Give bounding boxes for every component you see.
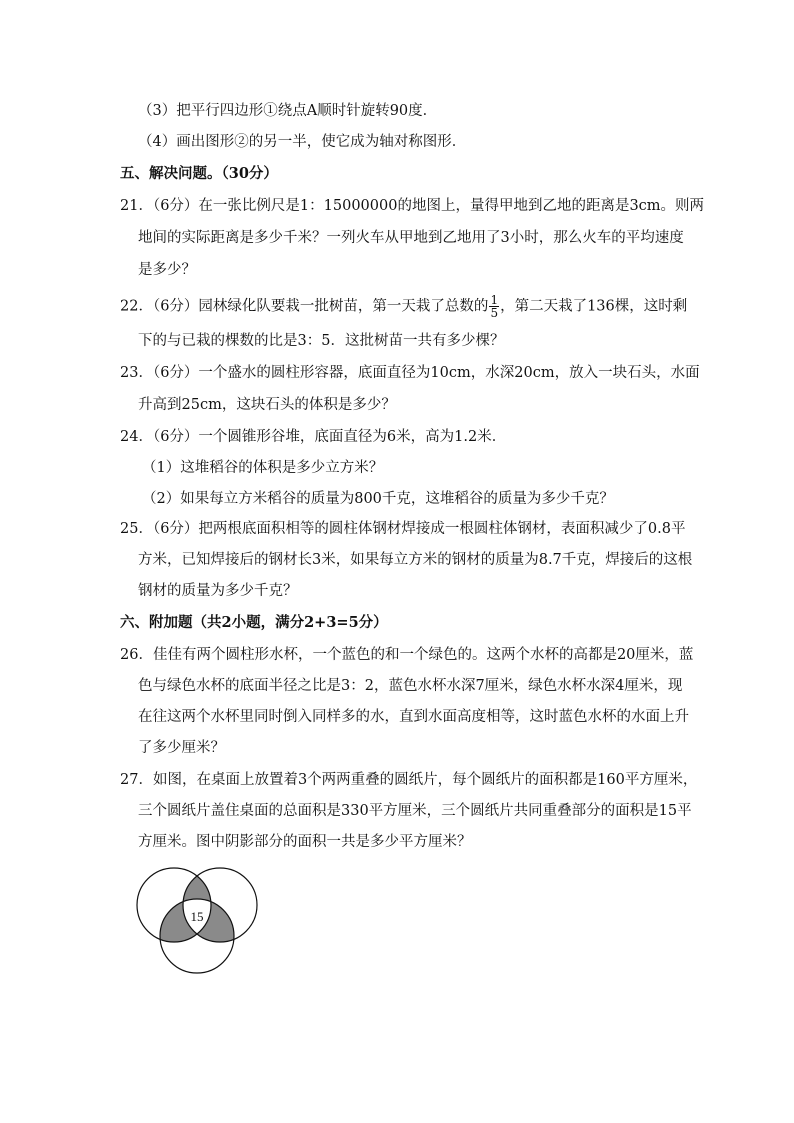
three-circles-figure [134,860,260,978]
q24-line-1: 24．（6分）一个圆锥形谷堆，底面直径为6米，高为1.2米． [120,429,507,445]
q25-line-3: 钢材的质量为多少千克？ [138,583,298,599]
q22-text-after-fraction: ，第二天栽了136棵，这时剩 [500,298,688,315]
center-label: 15 [190,909,204,924]
q21-line-2: 地间的实际距离是多少千米？一列火车从甲地到乙地用了3小时，那么火车的平均速度 [138,230,684,246]
fraction-denominator: 5 [490,306,499,320]
section-5-heading: 五、解决问题。（30分） [120,165,278,182]
item-4-text: （4）画出图形②的另一半，使它成为轴对称图形． [138,134,467,150]
item-3-text: （3）把平行四边形①绕点A顺时针旋转90度． [138,103,438,119]
fraction-one-fifth [489,294,499,319]
q22-text-before-fraction: 22．（6分）园林绿化队要栽一批树苗，第一天栽了总数的 [120,298,489,315]
q24-sub-2: （2）如果每立方米稻谷的质量为800千克，这堆稻谷的质量为多少千克？ [142,491,614,507]
q21-line-3: 是多少？ [138,262,196,278]
q27-line-2: 三个圆纸片盖住桌面的总面积是330平方厘米，三个圆纸片共同重叠部分的面积是15平 [138,803,692,819]
q22-line-2: 下的与已栽的棵数的比是3：5．这批树苗一共有多少棵？ [138,333,505,349]
fraction-numerator: 1 [490,293,499,307]
q27-line-1: 27．如图，在桌面上放置着3个两两重叠的圆纸片，每个圆纸片的面积都是160平方厘米， [120,772,698,788]
q26-line-2: 色与绿色水杯的底面半径之比是3：2，蓝色水杯水深7厘米，绿色水杯水深4厘米，现 [138,678,683,694]
q26-line-4: 了多少厘米？ [138,740,225,756]
q27-line-3: 方厘米。图中阴影部分的面积一共是多少平方厘米？ [138,834,472,850]
q23-line-1: 23．（6分）一个盛水的圆柱形容器，底面直径为10cm，水深20cm，放入一块石头，水面 [120,365,700,381]
q26-line-1: 26．佳佳有两个圆柱形水杯，一个蓝色的和一个绿色的。这两个水杯的高都是20厘米，蓝 [120,647,694,663]
q23-line-2: 升高到25cm，这块石头的体积是多少？ [138,397,396,413]
q21-line-1: 21．（6分）在一张比例尺是1：15000000的地图上，量得甲地到乙地的距离是3cm。则两 [120,198,705,214]
q26-line-3: 在往这两个水杯里同时倒入同样多的水，直到水面高度相等，这时蓝色水杯的水面上升 [138,709,689,725]
q22-line-1 [120,294,687,319]
q25-line-1: 25．（6分）把两根底面积相等的圆柱体钢材焊接成一根圆柱体钢材，表面积减少了0.8平 [120,521,686,537]
q24-sub-1: （1）这堆稻谷的体积是多少立方米？ [142,460,384,476]
section-6-heading: 六、附加题（共2小题，满分2+3=5分） [120,614,388,631]
q25-line-2: 方米，已知焊接后的钢材长3米，如果每立方米的钢材的质量为8.7千克，焊接后的这根 [138,552,693,568]
